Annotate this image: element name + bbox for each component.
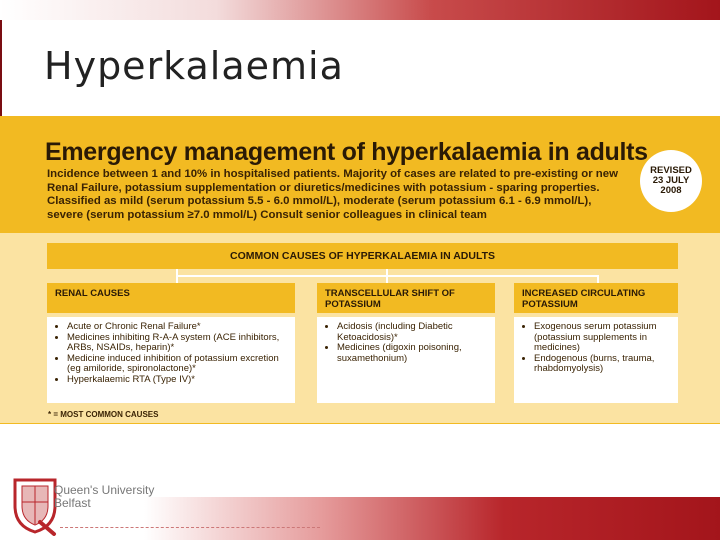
badge-line-3: 2008 (660, 185, 682, 196)
column-body-transcellular (317, 317, 495, 403)
logo-line-2: Belfast (54, 496, 91, 510)
top-accent-bar (0, 0, 720, 20)
connector-right (597, 275, 599, 283)
slide-title: Hyperkalaemia (44, 44, 344, 88)
university-logo-text (54, 484, 154, 510)
causes-header: COMMON CAUSES OF HYPERKALAEMIA IN ADULTS (47, 243, 678, 269)
column-heading-transcellular: TRANSCELLULAR SHIFT OF POTASSIUM (317, 283, 495, 313)
list-item: • Acute or Chronic Renal Failure* (67, 322, 287, 333)
footnote: * = MOST COMMON CAUSES (48, 410, 159, 419)
revised-badge (640, 150, 702, 212)
badge-line-2: 23 JULY (652, 175, 690, 186)
column-heading-renal: RENAL CAUSES (47, 283, 295, 313)
column-body-renal (47, 317, 295, 403)
logo-line-1: Queen's University (54, 483, 155, 497)
panel-heading: Emergency management of hyperkalaemia in adults (45, 138, 648, 166)
dashed-divider (60, 527, 320, 528)
list-item: • Exogenous serum potassium (potassium supplements in medicines) (534, 322, 670, 354)
list-item: • Endogenous (burns, trauma, rhabdomyolysis) (534, 354, 670, 375)
column-body-increased (514, 317, 678, 403)
connector-middle (386, 269, 388, 283)
university-crest-icon (10, 474, 60, 536)
panel-intro: Incidence between 1 and 10% in hospitalised patients. Majority of cases are related to pre-existing or new Renal Failure, potassium supplementation or diuretics/medicines with potassium - sparing properties. Classified as mild (serum potassium 5.5 - 6.0 mmol/L), moderate (serum potassium 6.1 - 6.9 mmol/L), severe (serum potassium ≥7.0 mmol/L) Consult senior colleagues in clinical team (47, 168, 618, 221)
list-item: • Acidosis (including Diabetic Ketoacidosis)* (337, 322, 487, 343)
list-item: • Medicine induced inhibition of potassium excretion (eg amiloride, spironolactone)* (67, 354, 287, 375)
list-item: • Hyperkalaemic RTA (Type IV)* (67, 375, 287, 386)
badge-line-1: REVISED (650, 165, 692, 176)
column-heading-increased: INCREASED CIRCULATING POTASSIUM (514, 283, 678, 313)
list-item: • Medicines (digoxin poisoning, suxamethonium) (337, 343, 487, 364)
list-item: • Medicines inhibiting R-A-A system (ACE inhibitors, ARBs, NSAIDs, heparin)* (67, 333, 287, 354)
